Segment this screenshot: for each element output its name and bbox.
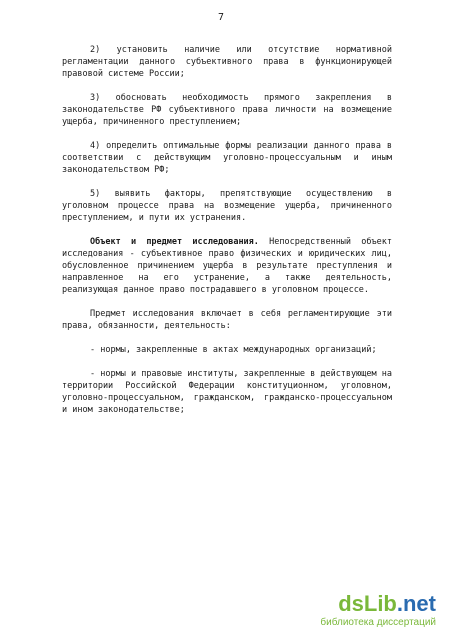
section-heading: Объект и предмет исследования. <box>90 237 259 247</box>
dslib-watermark <box>320 593 436 628</box>
task-item-2: 2) установить наличие или отсутствие нормативной регламентации данного субъективного права в функционирующей правовой системе России; <box>62 45 392 79</box>
subject-intro: Предмет исследования включает в себя регламентирующие эти права, обязанности, деятельность: <box>62 309 392 331</box>
subject-item-international: - нормы, закрепленные в актах международных организаций; <box>90 345 377 355</box>
subject-item-national: - нормы и правовые институты, закрепленные в действующем на территории Российской Федерации конституционном, уголовном, уголовно-процессуальном, гражданском, гражданско-процессуальном и ином законодательстве; <box>62 369 392 415</box>
task-item-4: 4) определить оптимальные формы реализации данного права в соответствии с действующим уголовно-процессуальным и иным законодательством РФ; <box>62 141 392 175</box>
object-paragraph <box>62 236 392 296</box>
task-item-3: 3) обосновать необходимость прямого закрепления в законодательстве РФ субъективного права личности на возмещение ущерба, причиненного преступлением; <box>62 93 392 127</box>
object-text: Непосредственный объект исследования - субъективное право физических и юридических лиц, обусловленное причинением ущерба в результате преступления и направленное на его устранение, а также деятельность, реализующая данное право пострадавшего в уголовном процессе. <box>62 237 392 295</box>
page-number: 7 <box>218 12 225 23</box>
dslib-subtitle: библиотека диссертаций <box>320 617 436 628</box>
dslib-logo: dsLib.net <box>338 591 436 616</box>
task-item-5: 5) выявить факторы, препятствующие осуществлению в уголовном процессе права на возмещение ущерба, причиненного преступлением, и пути их устранения. <box>62 189 392 223</box>
document-body <box>62 44 392 428</box>
